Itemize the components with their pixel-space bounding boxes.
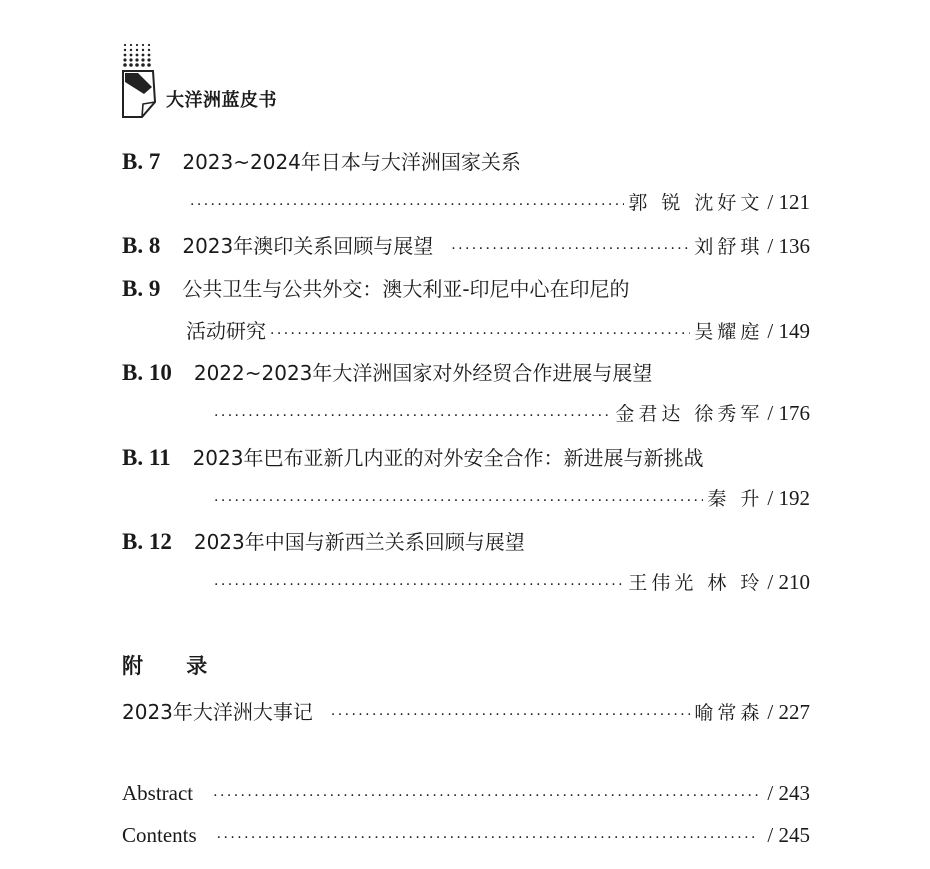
toc-entry-b10-leader [210, 399, 810, 426]
entry-title: 2023年中国与新西兰关系回顾与展望 [193, 530, 525, 554]
dot-leader [214, 408, 611, 424]
appendix-heading: 附 录 [122, 653, 226, 678]
dot-leader [451, 241, 690, 257]
entry-title: Abstract [122, 781, 194, 805]
toc-entry-abstract[interactable] [122, 781, 810, 806]
entry-page: / 210 [767, 570, 810, 594]
entry-page: / 192 [767, 486, 810, 510]
dot-leader [217, 830, 760, 846]
toc-entry-appendix[interactable] [122, 696, 810, 725]
entry-title: Contents [122, 823, 197, 847]
entry-page: / 245 [767, 823, 810, 847]
entry-authors: 秦 升 [707, 488, 764, 510]
entry-page: / 149 [767, 319, 810, 343]
dot-leader [214, 577, 624, 593]
toc-entry-b12-leader [210, 568, 810, 595]
toc-entry-b9-leader [186, 315, 810, 344]
dot-leader [190, 197, 624, 213]
toc-entry-b9[interactable] [122, 273, 810, 302]
dot-leader [270, 326, 690, 342]
toc-entry-b11-leader [210, 484, 810, 511]
entry-code: B. 7 [122, 149, 161, 174]
dot-leader [213, 788, 759, 804]
entry-authors: 金君达 徐秀军 [615, 403, 764, 425]
entry-page: / 176 [767, 401, 810, 425]
entry-title: 2022~2023年大洋洲国家对外经贸合作进展与展望 [193, 361, 653, 385]
entry-page: / 136 [767, 234, 810, 258]
entry-title: 公共卫生与公共外交：澳大利亚-印尼中心在印尼的 [182, 277, 630, 301]
entry-code: B. 8 [122, 233, 161, 258]
toc-entry-b8[interactable] [122, 230, 810, 259]
toc-entry-contents[interactable] [122, 823, 810, 848]
entry-title: 2023年巴布亚新几内亚的对外安全合作：新进展与新挑战 [192, 446, 704, 470]
toc-entry-b12[interactable] [122, 526, 810, 555]
toc-entry-b11[interactable] [122, 442, 810, 471]
entry-authors: 刘舒琪 [694, 236, 764, 258]
entry-page: / 121 [767, 190, 810, 214]
toc-entry-b10[interactable] [122, 357, 810, 386]
entry-authors: 王伟光 林 玲 [628, 572, 764, 594]
toc-entry-b7-leader [186, 188, 810, 215]
entry-code: B. 9 [122, 276, 161, 301]
dot-leader [214, 493, 703, 509]
entry-page: / 243 [767, 781, 810, 805]
entry-authors: 吴耀庭 [694, 321, 764, 343]
entry-code: B. 12 [122, 529, 172, 554]
entry-page: / 227 [767, 700, 810, 724]
entry-title-continued: 活动研究 [186, 319, 266, 343]
entry-authors: 喻常森 [694, 702, 764, 724]
entry-title: 2023年大洋洲大事记 [122, 700, 313, 724]
entry-code: B. 11 [122, 445, 171, 470]
entry-title: 2023~2024年日本与大洋洲国家关系 [182, 150, 521, 174]
entry-authors: 郭 锐 沈好文 [628, 192, 764, 214]
series-logo-icon [122, 42, 158, 120]
toc-entry-b7[interactable] [122, 146, 810, 175]
entry-code: B. 10 [122, 360, 172, 385]
dot-leader [331, 707, 690, 723]
entry-title: 2023年澳印关系回顾与展望 [182, 234, 434, 258]
series-title: 大洋洲蓝皮书 [166, 90, 277, 111]
